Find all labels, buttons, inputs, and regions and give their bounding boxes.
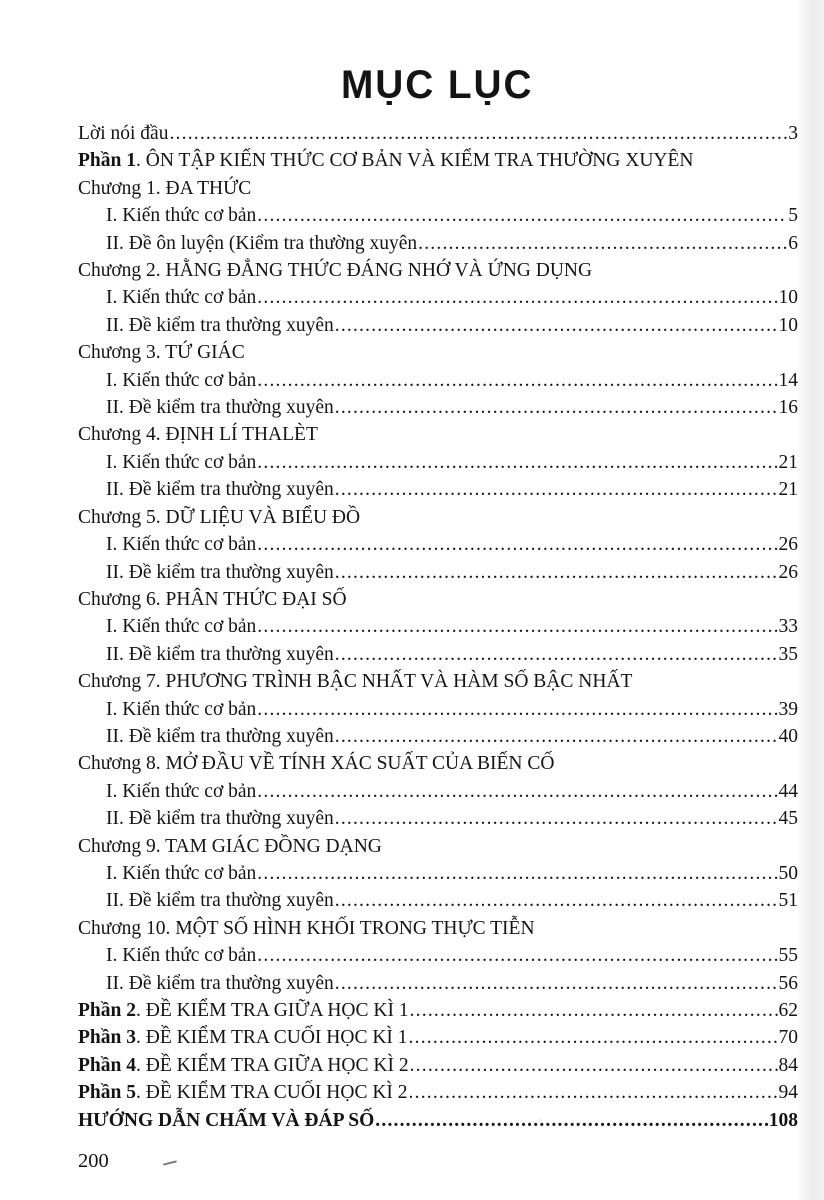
dot-leader: [257, 202, 787, 229]
dot-leader: [257, 531, 777, 558]
entry-page-number: 94: [778, 1082, 798, 1104]
page-title: MỤC LỤC: [340, 63, 534, 107]
toc-entry: [78, 696, 798, 723]
entry-label: Phần 2. ĐỀ KIỂM TRA GIỮA HỌC KÌ 1: [78, 1000, 409, 1021]
entry-label: Chương 9. TAM GIÁC ĐỒNG DẠNG: [78, 835, 382, 857]
toc-entry: [78, 997, 798, 1024]
dot-leader: [257, 367, 777, 394]
toc-heading: [78, 257, 798, 284]
dot-leader: [257, 942, 777, 969]
dot-leader: [335, 559, 778, 586]
entry-label: Phần 3. ĐỀ KIỂM TRA CUỐI HỌC KÌ 1: [78, 1027, 408, 1049]
toc-entry: [78, 230, 798, 257]
dot-leader: [409, 1024, 778, 1051]
toc-heading: [78, 668, 798, 695]
dot-leader: [257, 860, 777, 887]
entry-label: II. Đề kiểm tra thường xuyên: [106, 397, 334, 419]
dot-leader: [418, 230, 787, 257]
toc-heading: [78, 421, 798, 448]
dot-leader: [335, 312, 778, 339]
entry-page-number: 70: [778, 1027, 798, 1049]
entry-label: I. Kiến thức cơ bản: [106, 534, 257, 556]
toc-entry: [78, 613, 798, 640]
entry-label: Chương 5. DỮ LIỆU VÀ BIỂU ĐỒ: [78, 506, 361, 528]
entry-label: I. Kiến thức cơ bản: [106, 862, 257, 884]
toc-entry: [78, 120, 798, 147]
entry-label: Chương 1. ĐA THỨC: [78, 177, 252, 199]
entry-label: I. Kiến thức cơ bản: [106, 616, 257, 638]
entry-label: II. Đề kiểm tra thường xuyên: [106, 561, 334, 583]
toc-entry: [78, 887, 798, 914]
entry-page-number: 10: [778, 287, 798, 309]
entry-label: Phần 4. ĐỀ KIỂM TRA GIỮA HỌC KÌ 2: [78, 1054, 409, 1076]
toc-entry: [78, 394, 798, 421]
toc-entry: [78, 1107, 798, 1134]
entry-label: Phần 5. ĐỀ KIỂM TRA CUỐI HỌC KÌ 2: [78, 1082, 408, 1104]
entry-page-number: 14: [778, 369, 798, 391]
toc-entry: [78, 531, 798, 558]
toc-entry: [78, 367, 798, 394]
dot-leader: [335, 805, 778, 832]
entry-page-number: 10: [778, 314, 798, 336]
dot-leader: [169, 120, 787, 147]
scan-artifact-mark: [163, 1160, 177, 1166]
dot-leader: [410, 997, 778, 1024]
entry-page-number: 108: [768, 1109, 798, 1131]
dot-leader: [335, 723, 778, 750]
toc-entry: [78, 202, 798, 229]
toc-entry: [78, 942, 798, 969]
toc-entry: [78, 449, 798, 476]
entry-label: I. Kiến thức cơ bản: [106, 369, 257, 391]
entry-label: II. Đề kiểm tra thường xuyên: [106, 479, 334, 501]
entry-bold-prefix: Phần 3: [78, 1027, 136, 1049]
entry-label: II. Đề kiểm tra thường xuyên: [106, 972, 334, 994]
toc-entry: [78, 476, 798, 503]
entry-bold-prefix: Phần 1: [78, 150, 136, 172]
entry-label: II. Đề kiểm tra thường xuyên: [106, 890, 334, 912]
entry-page-number: 44: [778, 780, 798, 802]
entry-label: I. Kiến thức cơ bản: [106, 698, 257, 720]
entry-label: II. Đề kiểm tra thường xuyên: [106, 643, 334, 665]
entry-label: Lời nói đầu: [78, 123, 169, 144]
entry-page-number: 16: [778, 397, 798, 419]
dot-leader: [257, 449, 777, 476]
entry-label: I. Kiến thức cơ bản: [106, 205, 257, 227]
entry-label: I. Kiến thức cơ bản: [106, 287, 257, 309]
toc-entry: [78, 1024, 798, 1051]
entry-label: II. Đề kiểm tra thường xuyên: [106, 808, 334, 830]
dot-leader: [375, 1107, 767, 1134]
toc-entry: [78, 1079, 798, 1106]
entry-bold-prefix: Phần 5: [78, 1082, 136, 1104]
entry-label: Chương 8. MỞ ĐẦU VỀ TÍNH XÁC SUẤT CỦA BIẾN CỐ: [78, 753, 555, 775]
entry-page-number: 35: [778, 643, 798, 665]
entry-page-number: 33: [778, 616, 798, 638]
entry-page-number: 62: [778, 1000, 798, 1021]
entry-label: I. Kiến thức cơ bản: [106, 451, 257, 473]
toc-heading: [78, 833, 798, 860]
entry-label: I. Kiến thức cơ bản: [106, 780, 257, 802]
entry-label: II. Đề kiểm tra thường xuyên: [106, 314, 334, 336]
entry-page-number: 45: [778, 808, 798, 830]
entry-page-number: 55: [778, 945, 798, 967]
entry-label: II. Đề kiểm tra thường xuyên: [106, 725, 334, 747]
toc-entry: [78, 778, 798, 805]
entry-label: Chương 2. HẰNG ĐẲNG THỨC ĐÁNG NHỚ VÀ ỨNG DỤNG: [78, 260, 593, 282]
entry-page-number: 50: [778, 862, 798, 884]
dot-leader: [335, 887, 778, 914]
dot-leader: [257, 284, 777, 311]
dot-leader: [335, 476, 778, 503]
dot-leader: [410, 1052, 778, 1079]
entry-page-number: 5: [788, 205, 798, 227]
toc-entry: [78, 1052, 798, 1079]
entry-bold-prefix: Phần 4: [78, 1054, 136, 1076]
toc-heading: [78, 339, 798, 366]
entry-label: Chương 3. TỨ GIÁC: [78, 342, 245, 364]
entry-label: HƯỚNG DẪN CHẤM VÀ ĐÁP SỐ: [78, 1109, 375, 1131]
book-page-number: 200: [78, 1150, 109, 1172]
entry-page-number: 26: [778, 534, 798, 556]
entry-label: Chương 4. ĐỊNH LÍ THALÈT: [78, 424, 318, 446]
entry-label: Chương 6. PHÂN THỨC ĐẠI SỐ: [78, 588, 347, 610]
entry-bold-prefix: Phần 2: [78, 1000, 136, 1021]
dot-leader: [257, 613, 777, 640]
toc-entry: [78, 641, 798, 668]
toc-heading: [78, 915, 798, 942]
toc-entry: [78, 284, 798, 311]
entry-label: II. Đề ôn luyện (Kiểm tra thường xuyên: [106, 232, 418, 254]
entry-label: Chương 7. PHƯƠNG TRÌNH BẬC NHẤT VÀ HÀM SỐ BẬC NHẤT: [78, 671, 633, 693]
dot-leader: [409, 1079, 778, 1106]
entry-label: Chương 10. MỘT SỐ HÌNH KHỐI TRONG THỰC TIỄN: [78, 917, 535, 939]
dot-leader: [257, 696, 777, 723]
entry-page-number: 51: [778, 890, 798, 912]
toc-entry: [78, 723, 798, 750]
toc-list: [0, 106, 824, 1134]
toc-entry: [78, 559, 798, 586]
entry-page-number: 84: [778, 1054, 798, 1076]
toc-entry: [78, 805, 798, 832]
dot-leader: [257, 778, 777, 805]
toc-heading: [78, 147, 798, 174]
toc-heading: [78, 750, 798, 777]
entry-page-number: 56: [778, 972, 798, 994]
dot-leader: [335, 641, 778, 668]
toc-heading: [78, 586, 798, 613]
toc-entry: [78, 860, 798, 887]
toc-heading: [78, 175, 798, 202]
toc-heading: [78, 504, 798, 531]
dot-leader: [335, 970, 778, 997]
toc-entry: [78, 970, 798, 997]
entry-page-number: 21: [778, 451, 798, 473]
dot-leader: [335, 394, 778, 421]
entry-page-number: 40: [778, 725, 798, 747]
entry-page-number: 26: [778, 561, 798, 583]
toc-entry: [78, 312, 798, 339]
entry-page-number: 21: [778, 479, 798, 501]
entry-page-number: 39: [778, 698, 798, 720]
entry-page-number: 3: [788, 123, 798, 144]
entry-label: I. Kiến thức cơ bản: [106, 945, 257, 967]
entry-label: Phần 1. ÔN TẬP KIẾN THỨC CƠ BẢN VÀ KIỂM TRA THƯỜNG XUYÊN: [78, 150, 694, 172]
entry-page-number: 6: [788, 232, 798, 254]
